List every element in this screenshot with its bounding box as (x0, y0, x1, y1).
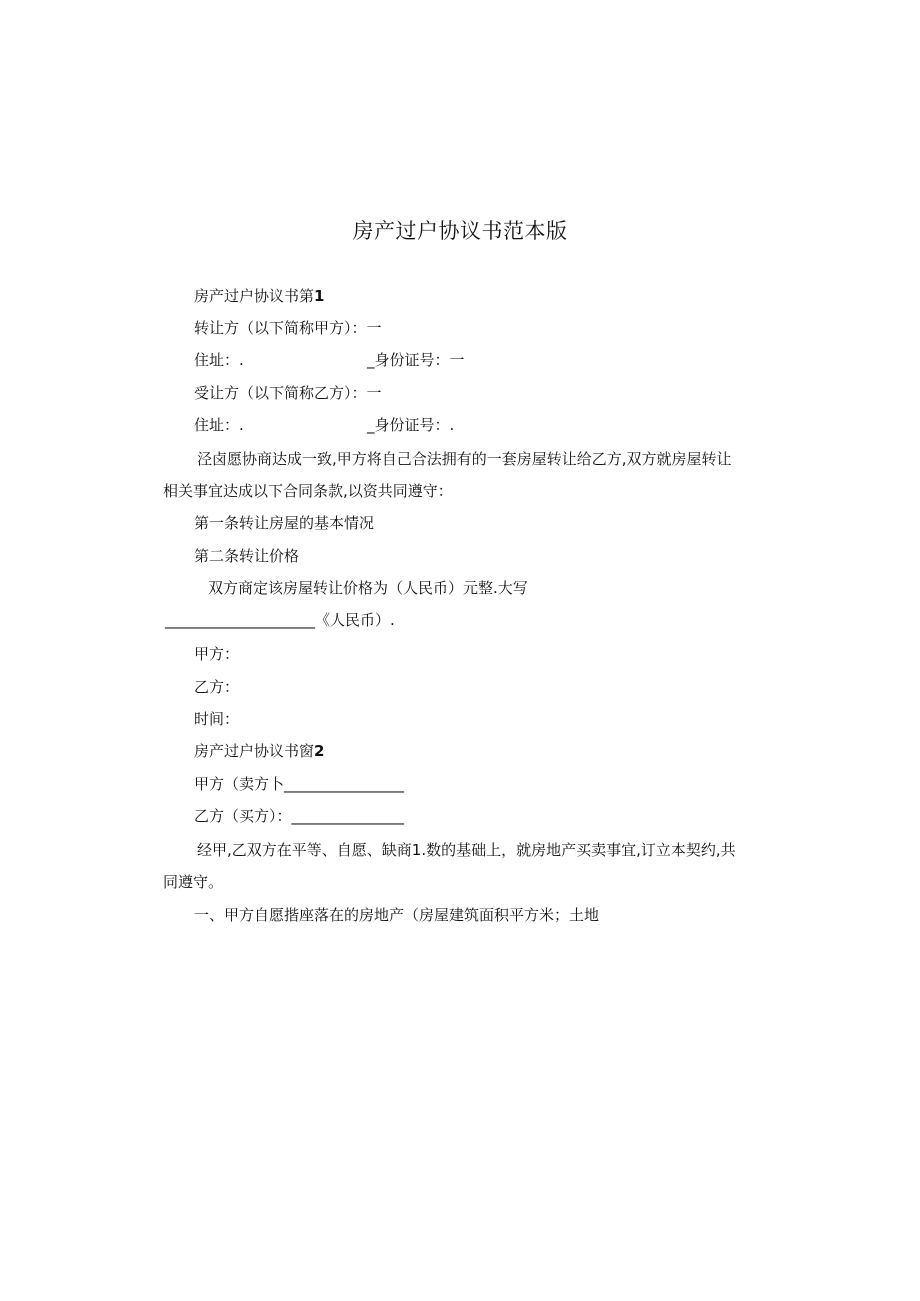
party-a-signature-label: 甲方： (194, 645, 240, 663)
section2-heading (194, 741, 324, 761)
price-suffix: 《人民币）. (315, 611, 395, 629)
price-blank: ____________________ (165, 611, 315, 629)
section2-heading-number: 2 (314, 742, 325, 760)
time-label: 时间： (194, 710, 240, 728)
section2-body-line1: 经甲,乙双方在平等、自愿、缺商1.数的基础上，就房地产买卖事宜,订立本契约,共 (197, 841, 736, 859)
buyer-blank: _______________ (291, 807, 405, 825)
transferee-line: 受让方（以下简称乙方）：一 (194, 384, 382, 402)
price-line: 双方商定该房屋转让价格为（人民币）元整.大写 (208, 579, 528, 597)
intro-paragraph-line1: 泾卤愿协商达成一致,甲方将自己合法拥有的一套房屋转让给乙方,双方就房屋转让 (197, 450, 732, 468)
seller-line (194, 774, 404, 794)
party-b-signature-label: 乙方： (194, 678, 240, 696)
transferor-address-label: 住址：. (194, 351, 244, 369)
transferee-id-label: _身份证号：. (367, 416, 455, 434)
document-title: 房产过户协议书范本版 (352, 219, 568, 243)
seller-blank: ________________ (284, 775, 405, 793)
transferor-line: 转让方（以下简称甲方）：一 (194, 319, 382, 337)
price-amount-line (165, 610, 395, 630)
section1-heading-number: 1 (314, 287, 325, 305)
transferor-id-label: _身份证号：一 (367, 351, 465, 369)
transferee-address-label: 住址：. (194, 416, 244, 434)
intro-paragraph-line2: 相关事宜达成以下合同条款,以资共同遵守： (163, 482, 453, 500)
seller-label: 甲方（卖方卜 (194, 775, 285, 793)
section2-body-line2: 同遵守。 (163, 873, 224, 891)
section2-heading-text: 房产过户协议书窗 (194, 742, 315, 760)
buyer-label: 乙方（买方）： (194, 807, 292, 825)
article1-heading: 第一条转让房屋的基本情况 (194, 514, 375, 532)
section1-heading-text: 房产过户协议书第 (194, 287, 315, 305)
section2-clause1: 一、甲方自愿揩座落在的房地产（房屋建筑面积平方米；土地 (194, 906, 600, 924)
article2-heading: 第二条转让价格 (194, 547, 300, 565)
buyer-line (194, 806, 404, 826)
section1-heading (194, 286, 324, 306)
